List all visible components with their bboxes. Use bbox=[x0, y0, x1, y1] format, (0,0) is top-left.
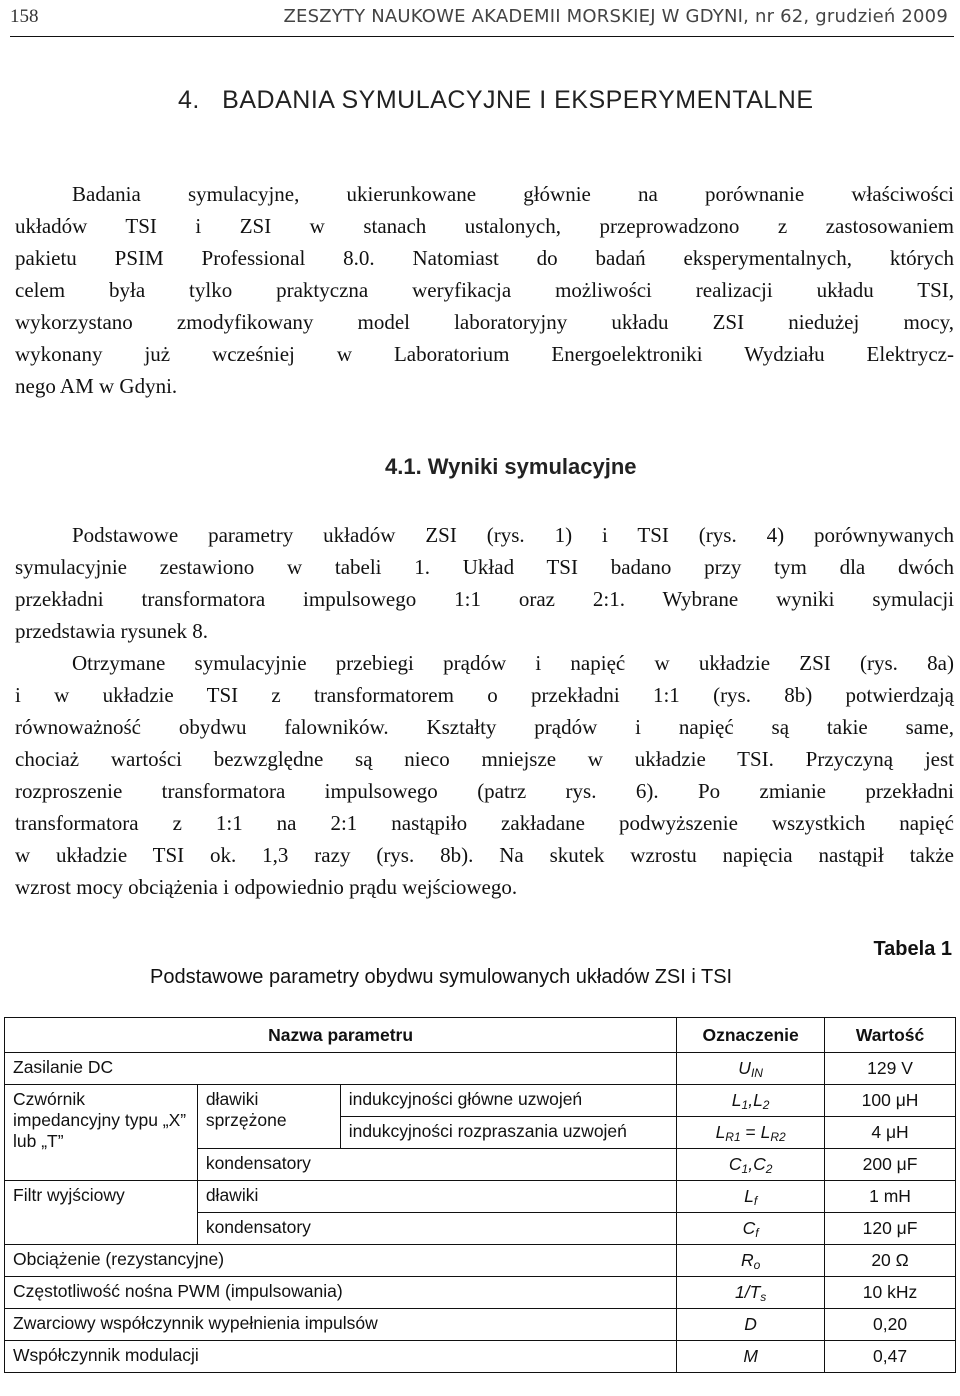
param-name: kondensatory bbox=[197, 1213, 676, 1245]
param-value: 0,47 bbox=[825, 1341, 956, 1373]
table-row bbox=[5, 1085, 956, 1117]
text-line: wzrost mocy obciążenia i odpowiednio prądu wejściowego. bbox=[15, 875, 518, 899]
param-name: kondensatory bbox=[197, 1149, 676, 1181]
param-name: Częstotliwość nośna PWM (impulsowania) bbox=[5, 1277, 677, 1309]
text-line: pakietu PSIM Professional 8.0. Natomiast do badań eksperymentalnych, których bbox=[15, 246, 954, 270]
param-value: 120 μF bbox=[825, 1213, 956, 1245]
param-symbol: M bbox=[677, 1341, 825, 1373]
param-group: Filtr wyjściowy bbox=[5, 1181, 198, 1245]
section-heading: 4. BADANIA SYMULACYJNE I EKSPERYMENTALNE bbox=[178, 86, 814, 114]
text-line: transformatora z 1:1 na 2:1 nastąpiło zakładane podwyższenie wszystkich napięć bbox=[15, 811, 954, 835]
text-line: rozproszenie transformatora impulsowego (patrz rys. 6). Po zmianie przekładni bbox=[15, 779, 954, 803]
param-value: 100 μH bbox=[825, 1085, 956, 1117]
param-value: 0,20 bbox=[825, 1309, 956, 1341]
text-line: przedstawia rysunek 8. bbox=[15, 619, 209, 643]
param-value: 129 V bbox=[825, 1053, 956, 1085]
table-header-row bbox=[5, 1018, 956, 1053]
header-value: Wartość bbox=[825, 1018, 956, 1053]
text-line: symulacyjnie zestawiono w tabeli 1. Układ TSI badano przy tym dla dwóch bbox=[15, 555, 954, 579]
table-row bbox=[5, 1341, 956, 1373]
text-line: równoważność obydwu falowników. Kształty prądów i napięć są takie same, bbox=[15, 715, 954, 739]
text-line: Badania symulacyjne, ukierunkowane głównie na porównanie właściwości bbox=[72, 182, 954, 206]
param-name: Współczynnik modulacji bbox=[5, 1341, 677, 1373]
param-symbol: $L_f$ bbox=[677, 1181, 825, 1213]
text-line: celem była tylko praktyczna weryfikacja możliwości realizacji układu TSI, bbox=[15, 278, 954, 302]
param-symbol: $C_f$ bbox=[677, 1213, 825, 1245]
param-symbol: $R_o$ bbox=[677, 1245, 825, 1277]
subsection-heading: 4.1. Wyniki symulacyjne bbox=[385, 454, 637, 479]
param-symbol: $C_1,C_2$ bbox=[677, 1149, 825, 1181]
text-line: Otrzymane symulacyjnie przebiegi prądów i napięć w układzie ZSI (rys. 8a) bbox=[72, 651, 954, 675]
param-symbol: $L_1,L_2$ bbox=[677, 1085, 825, 1117]
text-line: przekładni transformatora impulsowego 1:1 oraz 2:1. Wybrane wyniki symulacji bbox=[15, 587, 954, 611]
param-name: Obciążenie (rezystancyjne) bbox=[5, 1245, 677, 1277]
param-value: 200 μF bbox=[825, 1149, 956, 1181]
table-row bbox=[5, 1245, 956, 1277]
param-symbol: D bbox=[677, 1309, 825, 1341]
table-row bbox=[5, 1309, 956, 1341]
text-line: układów TSI i ZSI w stanach ustalonych, przeprowadzono z zastosowaniem bbox=[15, 214, 954, 238]
paragraph-intro bbox=[15, 178, 954, 402]
text-line: i w układzie TSI z transformatorem o przekładni 1:1 (rys. 8b) potwierdzają bbox=[15, 683, 954, 707]
parameters-table bbox=[4, 1017, 956, 1373]
param-value: 1 mH bbox=[825, 1181, 956, 1213]
param-name: indukcyjności główne uzwojeń bbox=[340, 1085, 676, 1117]
param-symbol: $L_{R1} = L_{R2}$ bbox=[677, 1117, 825, 1149]
running-header bbox=[10, 0, 954, 37]
table-label: Tabela 1 bbox=[873, 938, 952, 960]
table-row bbox=[5, 1277, 956, 1309]
param-name: dławiki bbox=[197, 1181, 676, 1213]
table-row bbox=[5, 1053, 956, 1085]
param-value: 10 kHz bbox=[825, 1277, 956, 1309]
table-row bbox=[5, 1181, 956, 1213]
page-number: 158 bbox=[10, 6, 39, 27]
text-line: Podstawowe parametry układów ZSI (rys. 1) i TSI (rys. 4) porównywanych bbox=[72, 523, 954, 547]
param-group: Czwórnik impedancyjny typu „X” lub „T” bbox=[5, 1085, 198, 1181]
param-value: 20 Ω bbox=[825, 1245, 956, 1277]
param-name: indukcyjności rozpraszania uzwojeń bbox=[340, 1117, 676, 1149]
text-line: w układzie TSI ok. 1,3 razy (rys. 8b). Na skutek wzrostu napięcia nastąpił także bbox=[15, 843, 954, 867]
param-symbol: $U_{IN}$ bbox=[677, 1053, 825, 1085]
param-name: Zasilanie DC bbox=[5, 1053, 677, 1085]
param-value: 4 μH bbox=[825, 1117, 956, 1149]
text-line: wykorzystano zmodyfikowany model laboratoryjny układu ZSI niedużej mocy, bbox=[15, 310, 954, 334]
param-subgroup: dławiki sprzężone bbox=[197, 1085, 340, 1149]
param-symbol: $1/T_s$ bbox=[677, 1277, 825, 1309]
journal-title: ZESZYTY NAUKOWE AKADEMII MORSKIEJ W GDYNI, nr 62, grudzień 2009 bbox=[283, 6, 948, 27]
text-line: chociaż wartości bezwzględne są nieco mniejsze w układzie TSI. Przyczyną jest bbox=[15, 747, 954, 771]
header-symbol: Oznaczenie bbox=[677, 1018, 825, 1053]
paragraph-results bbox=[15, 519, 954, 903]
text-line: wykonany już wcześniej w Laboratorium Energoelektroniki Wydziału Elektrycz- bbox=[15, 342, 954, 366]
param-name: Zwarciowy współczynnik wypełnienia impulsów bbox=[5, 1309, 677, 1341]
header-name: Nazwa parametru bbox=[5, 1018, 677, 1053]
text-line: nego AM w Gdyni. bbox=[15, 374, 178, 398]
table-caption: Podstawowe parametry obydwu symulowanych układów ZSI i TSI bbox=[150, 966, 733, 988]
